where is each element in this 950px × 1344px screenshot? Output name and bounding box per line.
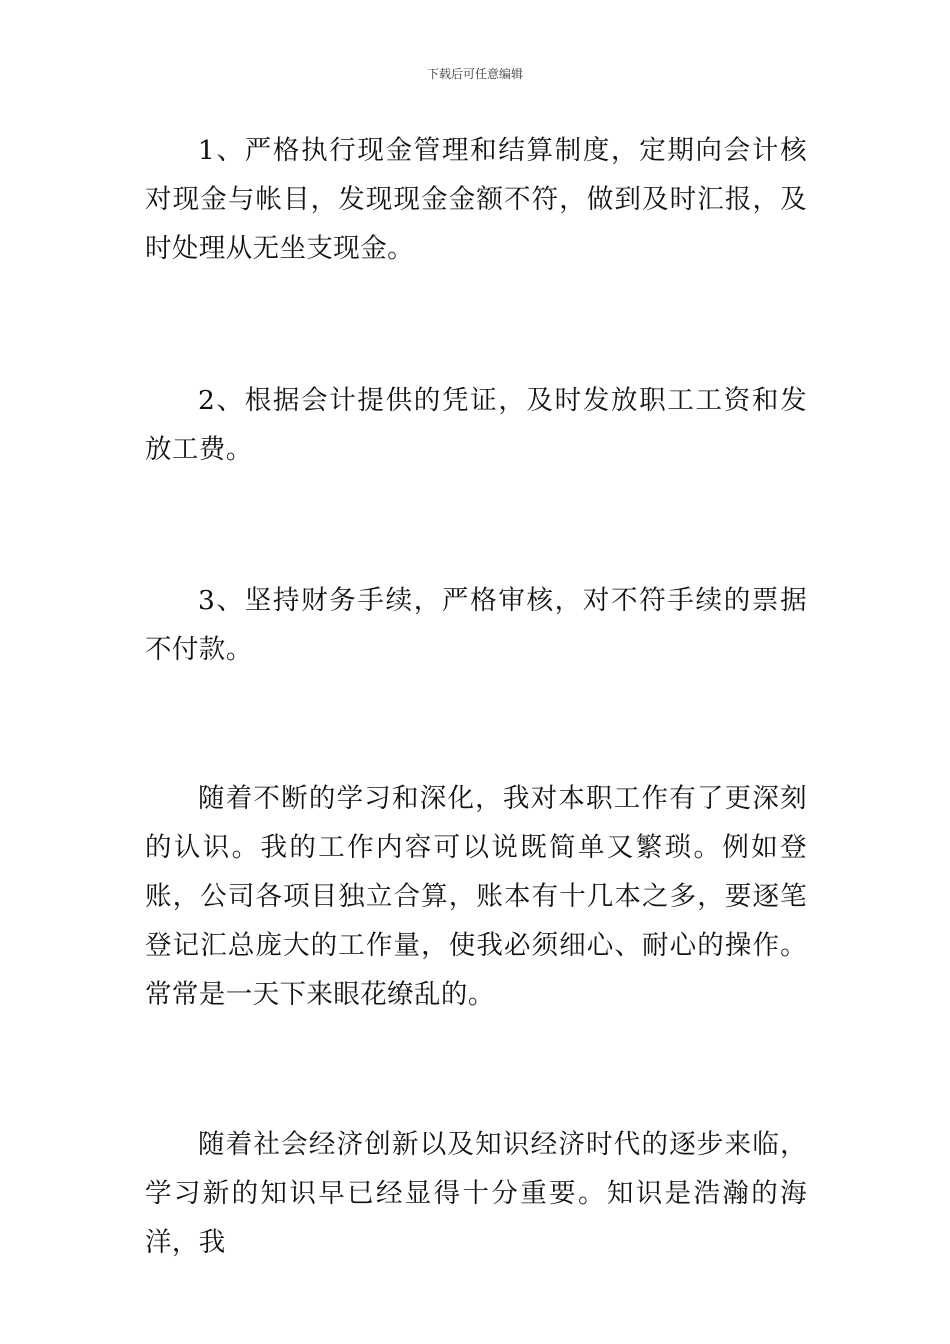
header-note: 下载后可任意编辑 bbox=[426, 67, 523, 81]
paragraph-work-understanding: 随着不断的学习和深化，我对本职工作有了更深刻的认识。我的工作内容可以说既简单又繁琐。例如登账，公司各项目独立合算，账本有十几本之多，要逐笔登记汇总庞大的工作量，使我必须细心、耐心的操作。常常是一天下来眼花缭乱的。 bbox=[145, 783, 807, 1010]
paragraph-item-3: 3、坚持财务手续，严格审核，对不符手续的票据不付款。 bbox=[145, 585, 807, 665]
paragraph-item-1: 1、严格执行现金管理和结算制度，定期向会计核对现金与帐目，发现现金金额不符，做到及时汇报，及时处理从无坐支现金。 bbox=[145, 135, 807, 264]
paragraph-learning: 随着社会经济创新以及知识经济时代的逐步来临，学习新的知识早已经显得十分重要。知识是浩瀚的海洋，我 bbox=[145, 1129, 807, 1258]
paragraph-item-2: 2、根据会计提供的凭证，及时发放职工工资和发放工费。 bbox=[145, 385, 807, 465]
